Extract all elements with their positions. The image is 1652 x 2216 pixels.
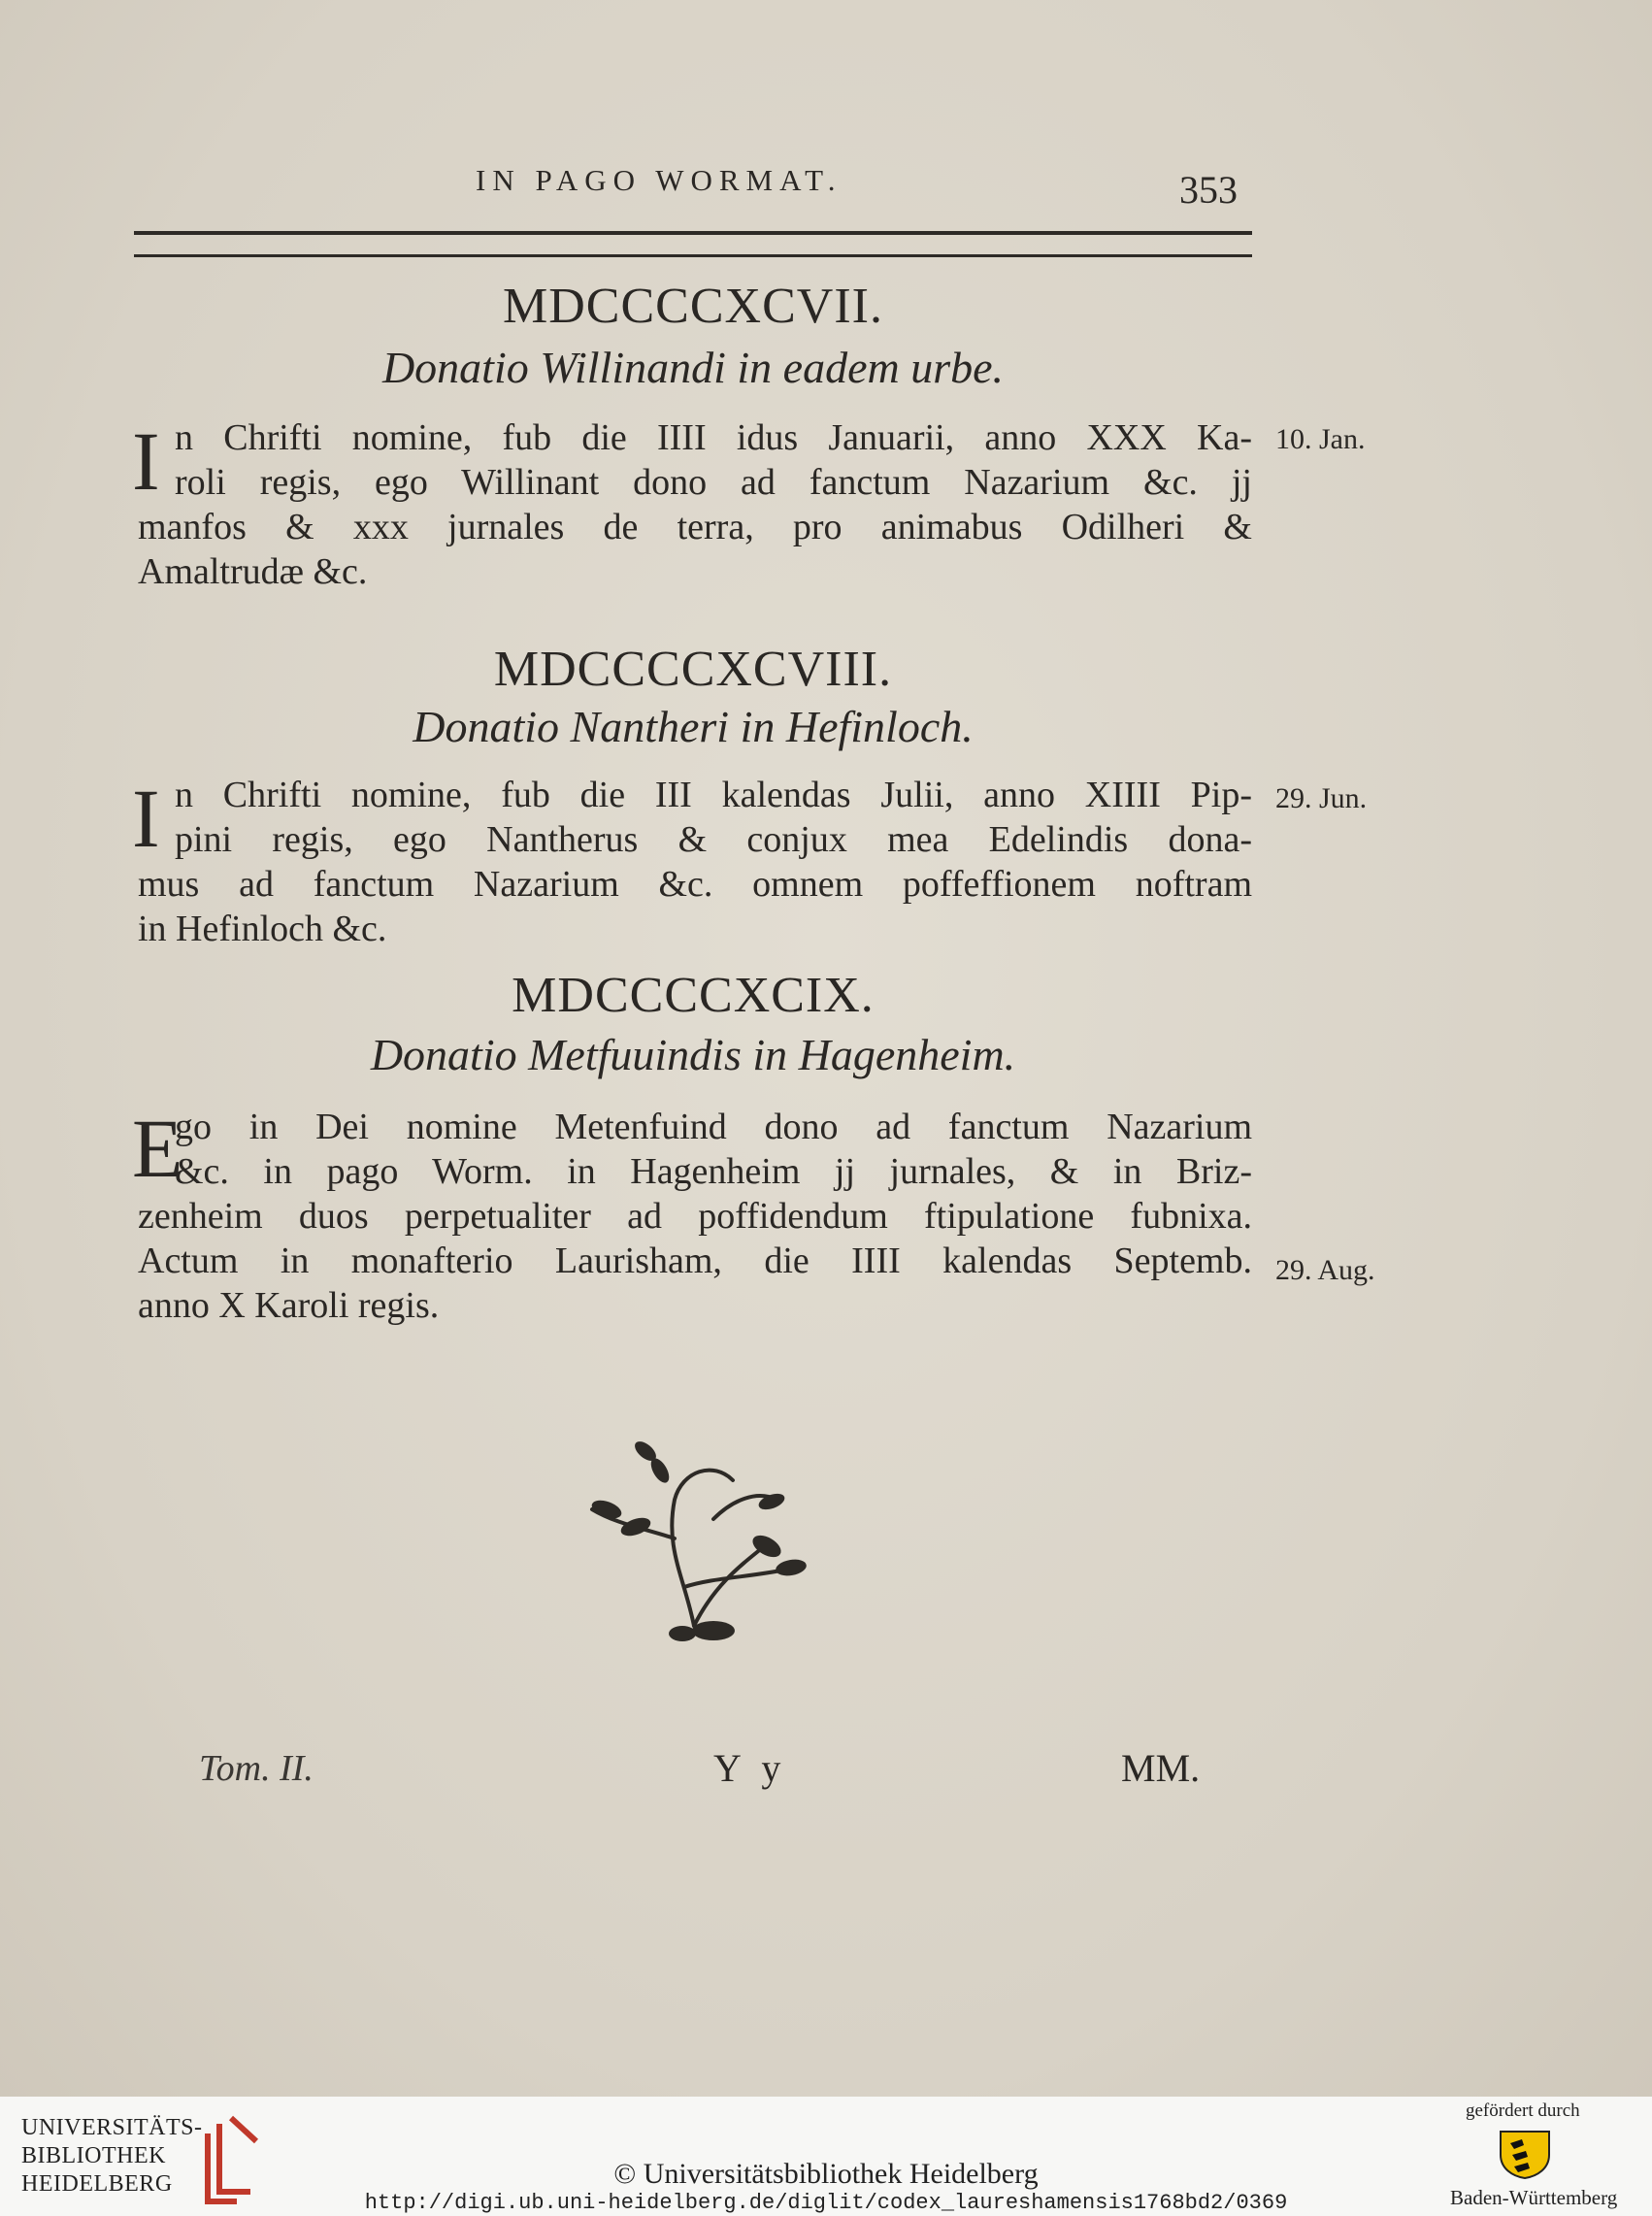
entry-text-3 <box>138 1105 1252 1328</box>
header-rule-thick <box>134 231 1252 235</box>
entry-numeral-1: MDCCCCXCVII. <box>503 279 883 334</box>
entry-numeral-3: MDCCCCXCIX. <box>512 968 875 1023</box>
funder-name: Baden-Württemberg <box>1450 2186 1618 2209</box>
entry-line: n Chrifti nomine, fub die IIII idus Januarii, anno XXX Ka- <box>175 417 1252 458</box>
dropcap-2: I <box>132 772 160 865</box>
entry-line: roli regis, ego Willinant dono ad fanctum Nazarium &c. jj <box>175 462 1252 503</box>
date-note-1: 10. Jan. <box>1275 423 1366 455</box>
entry-line: zenheim duos perpetualiter ad poffidendum ftipulatione fubnixa. <box>138 1196 1252 1237</box>
entry-line: pini regis, ego Nantherus & conjux mea Edelindis dona- <box>175 819 1252 860</box>
running-title-prefix: IN PAGO <box>476 163 643 197</box>
entry-line: mus ad fanctum Nazarium &c. omnem poffeffionem noftram <box>138 864 1252 905</box>
catchword: MM. <box>1121 1746 1201 1790</box>
entry-line: go in Dei nomine Metenfuind dono ad fanctum Nazarium <box>175 1107 1252 1147</box>
permalink-url[interactable]: http://digi.ub.uni-heidelberg.de/diglit/codex_laureshamensis1768bd2/0369 <box>364 2191 1288 2215</box>
entry-line: Actum in monafterio Laurisham, die IIII kalendas Septemb. <box>138 1240 1252 1281</box>
signature-mark: Y y <box>713 1746 787 1790</box>
entry-title-1: Donatio Willinandi in eadem urbe. <box>381 343 1005 392</box>
running-title-place: WORMAT. <box>655 163 843 197</box>
running-title <box>476 163 842 198</box>
volume-label: Tom. II. <box>199 1748 314 1789</box>
entry-title-2: Donatio Nantheri in Hefinloch. <box>413 702 974 751</box>
library-name-line: HEIDELBERG <box>21 2171 173 2197</box>
header-rule-thin <box>134 254 1252 257</box>
entry-line: in Hefinloch &c. <box>138 909 387 949</box>
baden-wuerttemberg-seal-icon <box>1495 2126 1555 2180</box>
page-number: 353 <box>1179 168 1238 212</box>
dropcap-3: E <box>132 1102 183 1195</box>
floral-vignette-icon <box>568 1432 820 1645</box>
entry-text-1 <box>138 415 1252 594</box>
entry-line: n Chrifti nomine, fub die III kalendas Julii, anno XIIII Pip- <box>175 775 1252 815</box>
entry-line: Amaltrudæ &c. <box>138 551 368 592</box>
funded-by-label: gefördert durch <box>1466 2100 1580 2121</box>
entry-line: anno X Karoli regis. <box>138 1285 440 1326</box>
entry-line: &c. in pago Worm. in Hagenheim jj jurnales, & in Briz- <box>175 1151 1252 1192</box>
library-name-line: BIBLIOTHEK <box>21 2143 166 2168</box>
date-note-2: 29. Jun. <box>1275 782 1368 814</box>
copyright-notice: © Universitätsbibliothek Heidelberg <box>613 2158 1039 2190</box>
entry-text-2 <box>138 773 1252 951</box>
entry-title-3: Donatio Metfuuindis in Hagenheim. <box>370 1030 1016 1079</box>
entry-numeral-2: MDCCCCXCVIII. <box>493 642 893 697</box>
dropcap-1: I <box>132 414 160 508</box>
date-note-3: 29. Aug. <box>1275 1254 1375 1286</box>
entry-line: manfos & xxx jurnales de terra, pro animabus Odilheri & <box>138 507 1252 547</box>
library-name-line: UNIVERSITÄTS- <box>21 2115 203 2140</box>
